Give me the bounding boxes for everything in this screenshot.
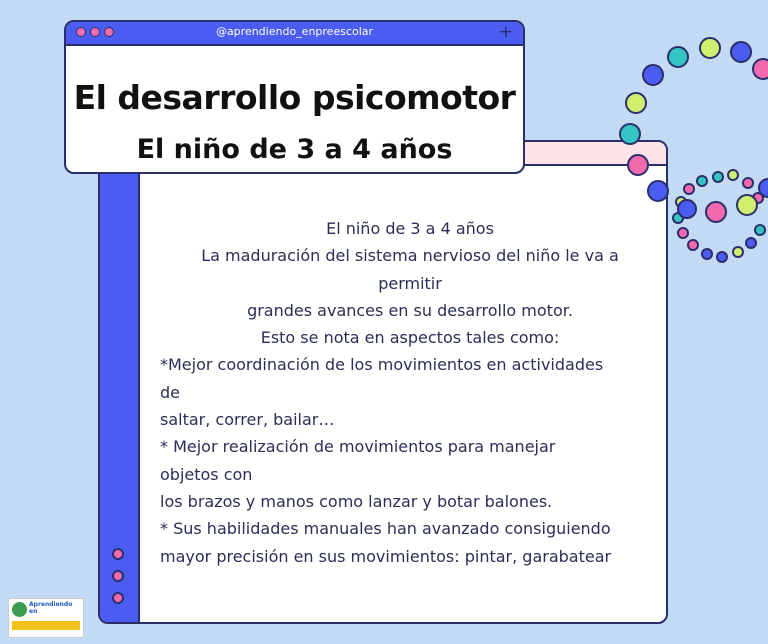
dot-icon [702,249,712,259]
social-handle: @aprendiendo_enpreescolar [215,25,374,38]
body-line: La maduración del sistema nervioso del niño le va a [201,246,619,266]
body-line: grandes avances en su desarrollo motor. [247,300,573,320]
body-line: objetos con [160,464,253,484]
body-line: El niño de 3 a 4 años [326,219,494,238]
body-line: los brazos y manos como lanzar y botar balones. [160,491,553,511]
dot-icon [678,228,688,238]
dot-icon [755,225,765,235]
dot-icon [688,240,698,250]
brand-logo [8,598,84,638]
dot-icon [668,47,688,67]
plus-icon: + [498,22,513,42]
dot-icon [733,247,743,257]
dot-icon [648,181,668,201]
dot-icon [626,93,646,113]
body-line: saltar, correr, bailar… [160,410,335,430]
dot-icon [728,170,738,180]
dot-icon [678,200,696,218]
dot-icon [684,184,694,194]
page-subtitle: El niño de 3 a 4 años [136,134,453,165]
dot-icon [717,252,727,262]
body-line: *Mejor coordinación de los movimientos en actividades [160,355,604,375]
body-line: mayor precisión en sus movimientos: pintar, garabatear [160,546,612,566]
dot-icon [713,172,723,182]
dot-icon [753,59,768,79]
body-line: * Sus habilidades manuales han avanzado consiguiendo [160,519,611,539]
page-title: El desarrollo psicomotor [73,78,516,117]
dot-icon [746,238,756,248]
dot-icon [743,178,753,188]
dot-icon [643,65,663,85]
dot-icon [697,176,707,186]
globe-icon [12,602,27,617]
dot-icon [737,195,757,215]
dot-icon [759,179,768,197]
body-line: Esto se nota en aspectos tales como: [260,328,560,348]
dot-icon [731,42,751,62]
dot-icon [620,124,640,144]
body-line: de [160,382,180,402]
dot-icon [706,202,726,222]
body-line: * Mejor realización de movimientos para manejar [160,437,556,457]
dot-icon [628,155,648,175]
logo-text: Aprendiendo en [29,601,73,615]
body-line: permitir [378,273,442,293]
ruler-icon [12,621,80,630]
dot-icon [700,38,720,58]
